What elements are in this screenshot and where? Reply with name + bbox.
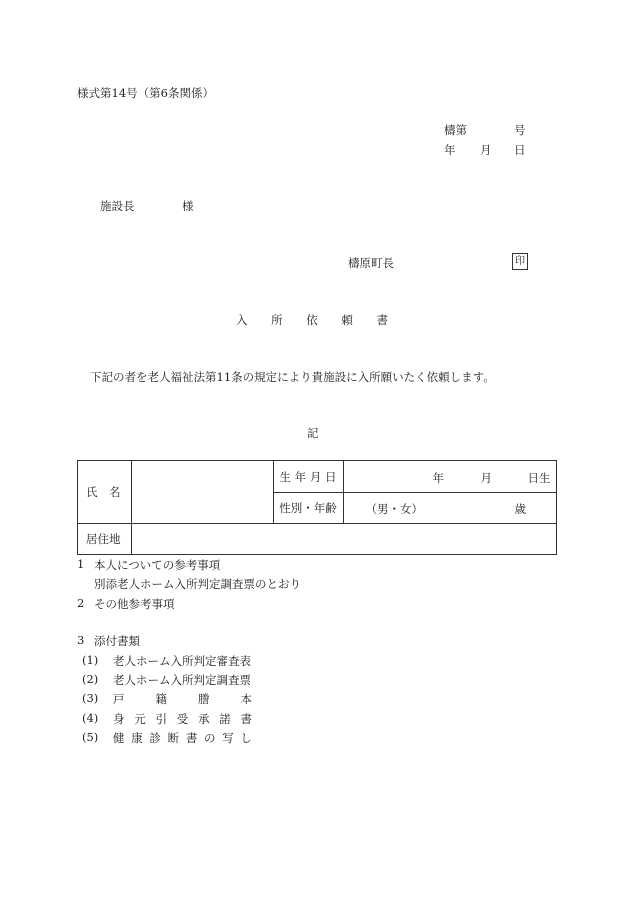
sender-name: 檮原町長 [348, 256, 394, 270]
address-label-char: 住 [97, 532, 109, 546]
birthdate-label-cell [273, 461, 343, 493]
attachment-3-text [113, 691, 252, 707]
attachment-char: 戸 [113, 692, 125, 706]
address-label-char: 地 [109, 532, 121, 546]
doc-number-prefix: 檮第 [444, 123, 467, 137]
name-field[interactable] [131, 461, 273, 524]
attachment-3-number: (3) [82, 691, 99, 705]
date-month: 月 [480, 143, 492, 157]
attachment-char: 診 [149, 731, 161, 745]
attachment-1-text: 老人ホーム入所判定審査表 [113, 654, 251, 668]
attachment-char: 健 [113, 731, 125, 745]
name-label-cell [78, 461, 132, 524]
sex-age-label: 性別・年齢 [273, 493, 343, 524]
attachment-char: 受 [176, 712, 189, 726]
note-2-number: 2 [77, 596, 85, 610]
birth-month-unit: 月 [480, 470, 492, 485]
birthdate-label-char: 生 [279, 469, 291, 484]
note-1-detail: 別添老人ホーム入所判定調査票のとおり [94, 577, 301, 591]
address-field[interactable] [131, 524, 557, 555]
doc-number-suffix: 号 [514, 123, 526, 137]
attachment-char: 謄 [198, 692, 210, 706]
attachment-char: 断 [167, 731, 180, 745]
addressee-honorific: 様 [182, 199, 194, 213]
birth-year-unit: 年 [432, 470, 444, 485]
birthdate-field[interactable] [343, 461, 557, 493]
title-char: 書 [376, 313, 388, 327]
attachment-2-text: 老人ホーム入所判定調査票 [113, 673, 251, 687]
attachment-char: 諾 [219, 712, 231, 726]
attachment-char: 書 [185, 731, 198, 745]
birthdate-label-char: 月 [309, 469, 322, 484]
address-label-cell [78, 524, 132, 555]
birthdate-label-char: 年 [294, 469, 307, 484]
attachment-char: 身 [113, 712, 125, 726]
attachment-char: 写 [222, 731, 234, 745]
attachment-2-number: (2) [82, 672, 99, 686]
attachment-char: 引 [155, 712, 167, 726]
date-day: 日 [514, 143, 526, 157]
document-title [236, 312, 388, 328]
note-1-label: 本人についての参考事項 [94, 558, 221, 572]
title-char: 依 [306, 313, 318, 327]
attachment-char: の [204, 731, 216, 745]
addressee-title: 施設長 [100, 199, 135, 213]
attachment-char: 承 [198, 712, 210, 726]
note-3-number: 3 [77, 633, 85, 647]
attachment-char: 康 [131, 731, 143, 745]
attachment-char: し [240, 731, 252, 745]
attachment-5-text [113, 730, 252, 746]
note-1-number: 1 [77, 557, 85, 571]
sex-age-field[interactable] [343, 493, 557, 524]
name-label-char: 氏 [86, 485, 98, 499]
date-year: 年 [444, 143, 456, 157]
title-char: 入 [236, 313, 248, 327]
birthdate-label-char: 日 [324, 469, 337, 484]
form-number: 様式第14号（第6条関係） [77, 86, 214, 100]
ki-heading: 記 [307, 426, 319, 440]
body-text: 下記の者を老人福祉法第11条の規定により貴施設に入所願いたく依頼します。 [90, 370, 495, 384]
birth-day-unit: 日生 [527, 470, 551, 485]
title-char: 頼 [341, 313, 353, 327]
attachment-5-number: (5) [82, 730, 99, 744]
attachment-char: 元 [134, 712, 146, 726]
sex-value: （男・女） [365, 502, 423, 516]
info-table [77, 460, 557, 555]
seal-mark: 印 [512, 253, 528, 270]
age-unit: 歳 [514, 502, 526, 516]
name-label-char: 名 [109, 485, 121, 499]
attachment-4-text [113, 711, 252, 727]
attachment-char: 本 [240, 692, 252, 706]
attachment-1-number: (1) [82, 653, 99, 667]
note-3-label: 添付書類 [94, 634, 140, 648]
attachment-char: 籍 [155, 692, 167, 706]
attachment-char: 書 [240, 712, 252, 726]
address-label-char: 居 [86, 532, 98, 546]
title-char: 所 [271, 313, 283, 327]
note-2-label: その他参考事項 [94, 597, 175, 611]
attachment-4-number: (4) [82, 711, 99, 725]
